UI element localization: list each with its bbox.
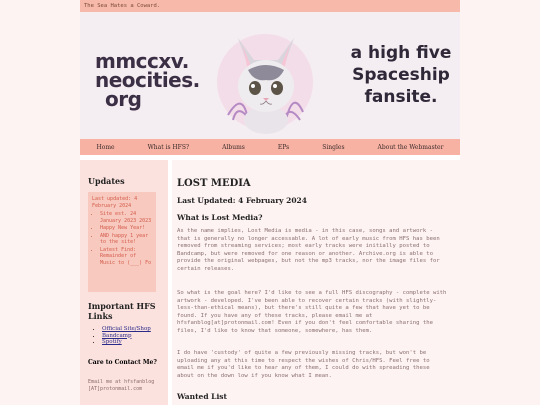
- update-item: • Site est. 24 January 2023 2023: [100, 211, 152, 224]
- nav-about-webmaster[interactable]: About the Webmaster: [377, 143, 444, 151]
- updates-box[interactable]: [88, 192, 156, 292]
- updates-list: [92, 211, 152, 266]
- banner-title-line-3: fansite.: [364, 87, 438, 107]
- banner-url-line-1: mmccxv.: [95, 49, 189, 73]
- cat-illustration: [208, 20, 323, 138]
- update-item: • Latest Find: Remainder of Music to (___) Fo: [100, 247, 152, 267]
- site-banner: [80, 12, 460, 139]
- main-nav: [80, 139, 460, 155]
- banner-url-line-2: neocities.: [95, 68, 200, 92]
- hfs-links-list: [88, 326, 151, 346]
- nav-albums[interactable]: Albums: [222, 143, 245, 151]
- what-is-lost-media-heading: What is Lost Media?: [177, 213, 263, 222]
- nav-singles[interactable]: Singles: [322, 143, 345, 151]
- banner-title-line-2: Spaceship: [352, 65, 450, 85]
- banner-title-line-1: a high five: [350, 43, 452, 63]
- banner-site-title: [342, 42, 460, 108]
- nav-home[interactable]: Home: [96, 143, 115, 151]
- update-item: • AND happy 1 year to the site!: [100, 233, 152, 246]
- link-spotify[interactable]: Spotify: [102, 339, 122, 345]
- link-bandcamp[interactable]: Bandcamp: [102, 332, 132, 339]
- paragraph-custody: I do have 'custody' of quite a few previously missing tracks, but won't be uploading any at this time to respect the wishes of Chris/HFS. Feel free to email me if you'd like to hear any of them, I could do with spreading these about on the down low if you know what I mean.: [177, 350, 430, 379]
- contact-email-text: Email me at hfsfanblog [AT]protonmail.com: [88, 379, 155, 392]
- updates-heading: Updates: [88, 176, 125, 186]
- paragraph-goal: So what is the goal here? I'd like to see a full HFS discography - complete with artwork - developed. I've been able to recover certain tracks (with slightly-less-than-ethical means), but there's still quite a few that have yet to be found. If you have any of these tracks, please email me at hfsfanblog[at]protonmail.com! Even if you don't feel comfortable sharing the files, I'd like to know that someone, somewhere, has them.: [177, 290, 447, 334]
- links-heading: Important HFS Links: [88, 301, 156, 321]
- main-content: [172, 160, 460, 405]
- update-item: • Happy New Year!: [100, 225, 152, 232]
- nav-what-is-hfs[interactable]: What is HFS?: [147, 143, 190, 151]
- last-updated: Last Updated: 4 February 2024: [177, 196, 307, 205]
- wanted-list-heading: Wanted List: [177, 392, 227, 401]
- sidebar: [80, 160, 168, 405]
- nav-eps[interactable]: EPs: [277, 143, 290, 151]
- page-title: LOST MEDIA: [177, 178, 251, 189]
- banner-site-url: [95, 49, 205, 111]
- contact-heading: Care to Contact Me?: [88, 359, 157, 366]
- top-tagline: The Sea Hates a Coward.: [80, 0, 460, 12]
- link-official-site-shop[interactable]: Official Site/Shop: [102, 326, 151, 332]
- page: [80, 0, 460, 405]
- updates-last-updated: Last updated: 4 February 2024: [92, 196, 138, 209]
- paragraph-intro: As the name implies, Lost Media is media - in this case, songs and artwork - that is generally no longer accessable. A lot of early music from HFS has been removed from streaming services; most early tracks were initially posted to Bandcamp, but were removed for one reason or another. Archive.org is able to provide the original webpages, but not the mp3 tracks, nor the image files for certain releases.: [177, 228, 440, 272]
- banner-url-line-3: org: [105, 87, 142, 111]
